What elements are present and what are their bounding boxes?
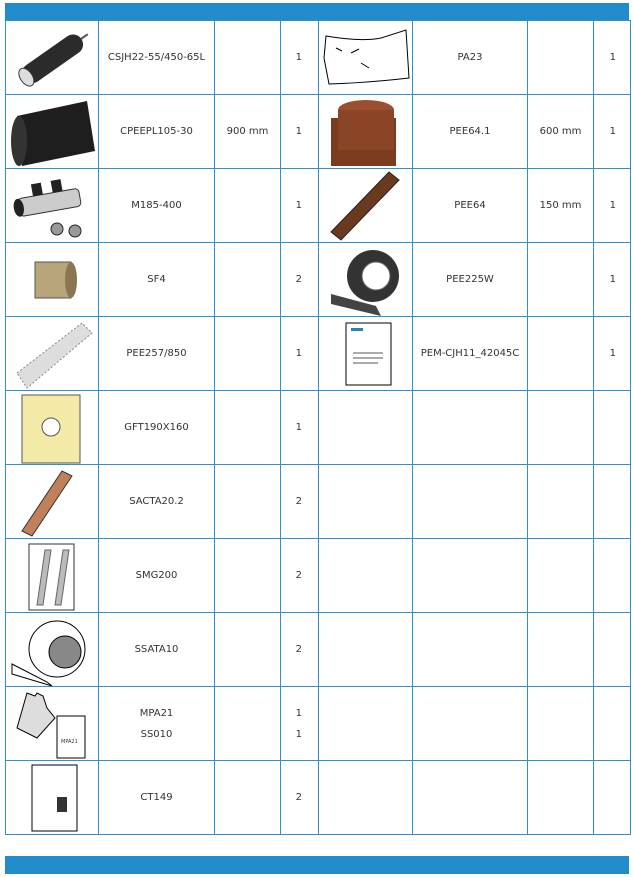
length [528, 243, 594, 317]
right-length-cell [528, 761, 594, 835]
part-code: GFT190X160 [99, 391, 215, 465]
right-image-cell [319, 21, 413, 95]
left-image-cell [6, 243, 99, 317]
mesh-icon [6, 318, 98, 390]
bolted-connector-icon [6, 171, 98, 241]
left-image-cell [6, 169, 99, 243]
part-code: PEM-CJH11_42045C [413, 317, 528, 391]
length [215, 243, 281, 317]
quantity: 1 [281, 391, 319, 465]
part-code: CT149 [99, 761, 215, 835]
table-row [6, 95, 631, 169]
part-code: CPEEPL105-30 [99, 95, 215, 169]
copper-strip-icon [6, 466, 98, 538]
part-code: CSJH22-55/450-65L [99, 21, 215, 95]
header-bar [5, 3, 629, 20]
part-code: PEE257/850 [99, 317, 215, 391]
part-code: PA23 [413, 21, 528, 95]
white-tape-icon [6, 614, 98, 686]
tape-roll-icon [319, 244, 412, 316]
part-code: SMG200 [99, 539, 215, 613]
plastic-bag-icon [319, 28, 412, 88]
quantity: 1 [281, 169, 319, 243]
right-image-cell [319, 317, 413, 391]
right-length-cell [528, 465, 594, 539]
right-length-cell [528, 613, 594, 687]
gloves-sachet-icon [6, 688, 98, 760]
part-code: PEE64.1 [413, 95, 528, 169]
length [215, 391, 281, 465]
cleaning-pack-icon [6, 762, 98, 834]
quantity: 2 [281, 539, 319, 613]
table-row [6, 761, 631, 835]
right-code-cell [413, 687, 528, 761]
part-code: PEE225W [413, 243, 528, 317]
left-image-cell [6, 539, 99, 613]
right-image-cell [319, 613, 413, 687]
quantity: 1 [281, 21, 319, 95]
table-row [6, 243, 631, 317]
right-qty-cell [594, 761, 631, 835]
quantity: 2 [281, 243, 319, 317]
quantity: 1 [594, 21, 631, 95]
quantity: 1 [281, 95, 319, 169]
left-image-cell [6, 95, 99, 169]
quantity: 2 [281, 761, 319, 835]
table-row [6, 21, 631, 95]
table-row [6, 391, 631, 465]
brown-roll-icon [319, 96, 412, 168]
yellow-sheet-icon [6, 392, 98, 464]
length [215, 169, 281, 243]
right-qty-cell [594, 613, 631, 687]
left-image-cell [6, 613, 99, 687]
length [215, 465, 281, 539]
parts-table [5, 20, 631, 835]
left-image-cell [6, 761, 99, 835]
table-row [6, 317, 631, 391]
table-row [6, 169, 631, 243]
length [215, 21, 281, 95]
length [215, 613, 281, 687]
cable-joint-icon [6, 23, 98, 93]
right-image-cell [319, 95, 413, 169]
right-code-cell [413, 613, 528, 687]
quantity: 1 [281, 317, 319, 391]
svg-text:MPA21: MPA21 [61, 738, 78, 745]
left-image-cell [6, 687, 99, 761]
length: 150 mm [528, 169, 594, 243]
table-row [6, 613, 631, 687]
right-code-cell [413, 761, 528, 835]
left-code-cell [99, 687, 215, 761]
left-image-cell [6, 317, 99, 391]
quantity: 1 [594, 317, 631, 391]
right-image-cell [319, 243, 413, 317]
right-qty-cell [594, 687, 631, 761]
right-qty-cell [594, 391, 631, 465]
quantity: 1 [295, 728, 302, 740]
right-qty-cell [594, 539, 631, 613]
length [215, 539, 281, 613]
left-image-cell [6, 21, 99, 95]
quantity: 1 [594, 169, 631, 243]
part-code: M185-400 [99, 169, 215, 243]
length [215, 687, 281, 761]
quantity: 1 [594, 95, 631, 169]
sleeve-icon [6, 250, 98, 310]
part-code: PEE64 [413, 169, 528, 243]
brown-strip-icon [319, 170, 412, 242]
right-code-cell [413, 391, 528, 465]
part-code: SACTA20.2 [99, 465, 215, 539]
quantity: 1 [594, 243, 631, 317]
length: 900 mm [215, 95, 281, 169]
part-code: MPA21 [139, 707, 174, 719]
right-length-cell [528, 539, 594, 613]
right-code-cell [413, 539, 528, 613]
right-length-cell [528, 687, 594, 761]
table-row [6, 465, 631, 539]
left-qty-cell [281, 687, 319, 761]
right-image-cell [319, 687, 413, 761]
length [215, 317, 281, 391]
manual-booklet-icon [319, 318, 412, 390]
left-image-cell [6, 465, 99, 539]
grey-strips-icon [6, 540, 98, 612]
quantity: 2 [281, 613, 319, 687]
black-tube-icon [6, 96, 98, 168]
quantity: 1 [295, 707, 302, 719]
right-image-cell [319, 539, 413, 613]
table-row [6, 687, 631, 761]
right-qty-cell [594, 465, 631, 539]
length [528, 21, 594, 95]
right-image-cell [319, 761, 413, 835]
part-code: SS010 [140, 728, 173, 740]
right-image-cell [319, 391, 413, 465]
part-code: SF4 [99, 243, 215, 317]
part-code: SSATA10 [99, 613, 215, 687]
left-image-cell [6, 391, 99, 465]
right-image-cell [319, 169, 413, 243]
right-length-cell [528, 391, 594, 465]
quantity: 2 [281, 465, 319, 539]
right-code-cell [413, 465, 528, 539]
table-row [6, 539, 631, 613]
right-image-cell [319, 465, 413, 539]
length: 600 mm [528, 95, 594, 169]
length [215, 761, 281, 835]
footer-bar [5, 856, 629, 874]
length [528, 317, 594, 391]
